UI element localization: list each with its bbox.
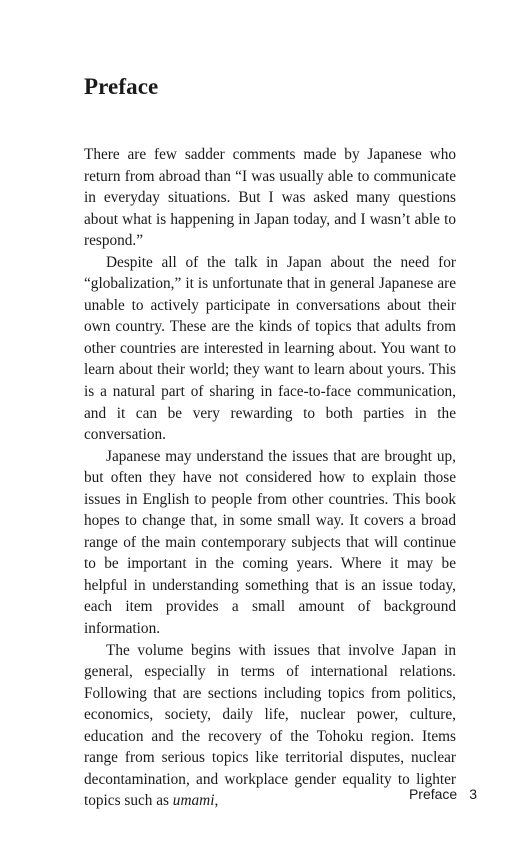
page-number: 3 xyxy=(469,786,477,802)
paragraph-1: There are few sadder comments made by Japanese who return from abroad than “I was usually able to communicate in everyday situations. But I was asked many questions about what is happening in Japan today, and I wasn’t able to respond.” xyxy=(84,146,456,250)
paragraph-3: Japanese may understand the issues that are brought up, but often they have not considered how to explain those issues in English to people from other countries. This book hopes to change that, in some small way. It covers a broad range of the main contemporary subjects that will continue to be important in the coming years. Where it may be helpful in understanding something that is an issue today, each item provides a small amount of background information. xyxy=(84,447,456,638)
page-footer xyxy=(409,786,477,802)
paragraph-4 xyxy=(84,640,456,812)
italic-term: umami xyxy=(172,792,215,810)
body-text xyxy=(84,144,456,812)
paragraph-2: Despite all of the talk in Japan about the need for “globalization,” it is unfortunate that in general Japanese are unable to actively participate in conversations about their own country. These are the kinds of topics that adults from other countries are interested in learning about. You want to learn about their world; they want to learn about yours. This is a natural part of sharing in face-to-face communication, and it can be very rewarding to both parties in the conversation. xyxy=(84,253,456,444)
paragraph-4-text: The volume begins with issues that involve Japan in general, especially in terms of international relations. Following that are sections including topics from politics, economics, society, daily life, nuclear power, culture, education and the recovery of the Tohoku region. Items range from serious topics like territorial disputes, nuclear decontamination, and workplace gender equality to lighter topics such as xyxy=(84,641,456,810)
running-head: Preface xyxy=(408,786,458,802)
paragraph-4-trailing-punctuation: , xyxy=(214,792,219,810)
page-title: Preface xyxy=(84,74,159,99)
